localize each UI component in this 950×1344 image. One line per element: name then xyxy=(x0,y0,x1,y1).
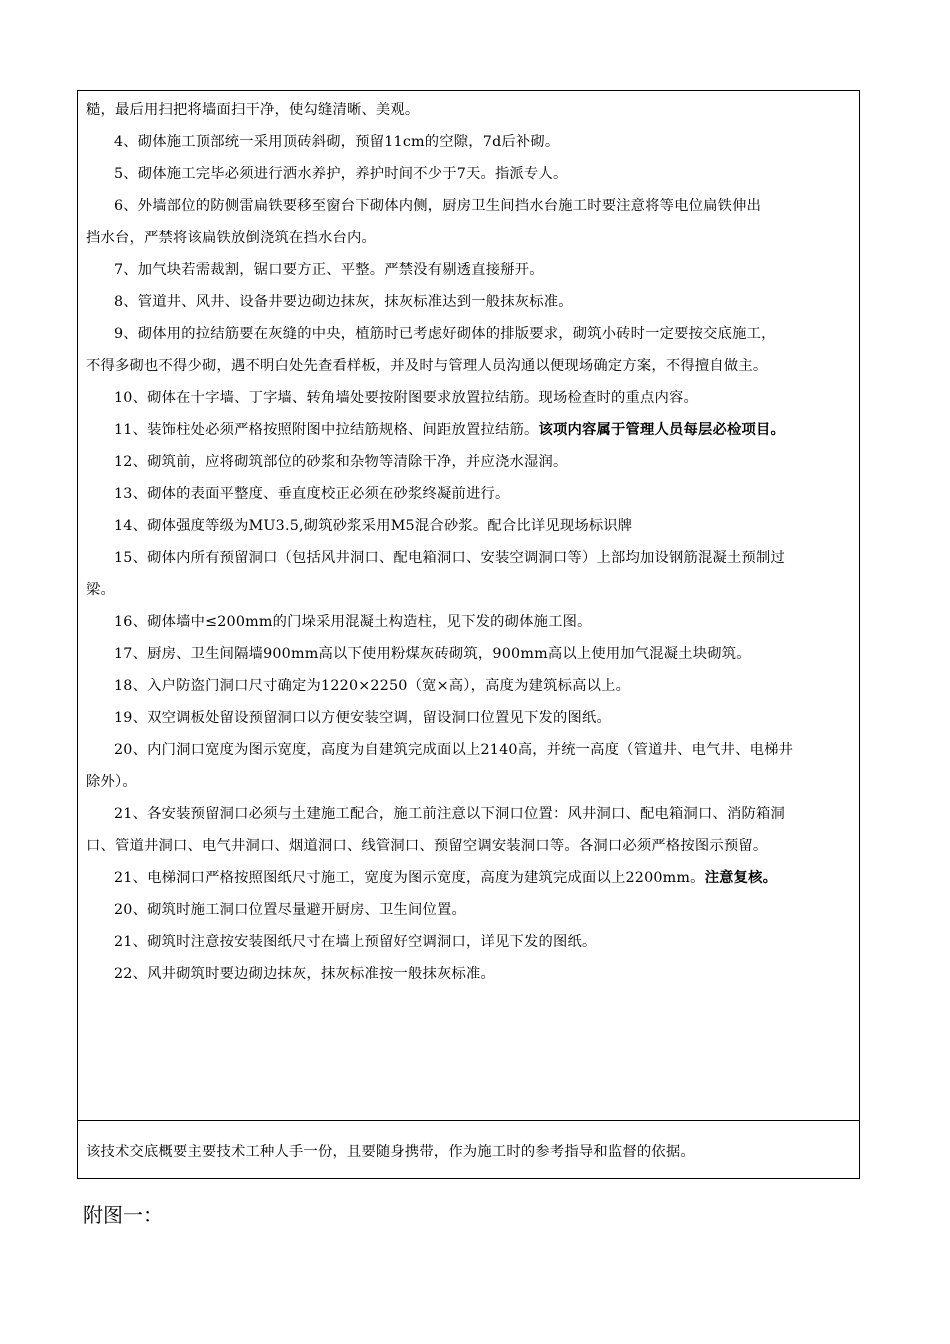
item-7: 7、加气块若需裁割，锯口要方正、平整。严禁没有剔透直接掰开。 xyxy=(114,262,544,278)
footer-note: 该技术交底概要主要技术工种人手一份，且要随身携带，作为施工时的参考指导和监督的依据。 xyxy=(86,1144,695,1160)
item-18: 18、入户防盗门洞口尺寸确定为1220×2250（宽×高），高度为建筑标高以上。 xyxy=(114,678,631,694)
item-8: 8、管道井、风井、设备井要边砌边抹灰，抹灰标准达到一般抹灰标准。 xyxy=(114,294,573,310)
item-10: 10、砌体在十字墙、丁字墙、转角墙处要按附图要求放置拉结筋。现场检查时的重点内容。 xyxy=(114,390,698,406)
item-15-cont: 梁。 xyxy=(86,582,115,598)
item-21b-emphasis: 注意复核。 xyxy=(704,870,778,886)
item-17: 17、厨房、卫生间隔墙900mm高以下使用粉煤灰砖砌筑，900mm高以上使用加气混凝土块砌筑。 xyxy=(114,646,751,662)
item-21a: 21、各安装预留洞口必须与土建施工配合，施工前注意以下洞口位置：风井洞口、配电箱洞口、消防箱洞 xyxy=(114,806,785,822)
item-6: 6、外墙部位的防侧雷扁铁要移至窗台下砌体内侧，厨房卫生间挡水台施工时要注意将等电位扁铁伸出 xyxy=(114,198,762,214)
content-table-border xyxy=(77,90,860,1179)
table-row-divider xyxy=(77,1120,860,1121)
item-20b: 20、砌筑时施工洞口位置尽量避开厨房、卫生间位置。 xyxy=(114,902,467,918)
item-20: 20、内门洞口宽度为图示宽度，高度为自建筑完成面以上2140高，并统一高度（管道井、电气井、电梯井 xyxy=(114,742,794,758)
item-14: 14、砌体强度等级为MU3.5,砌筑砂浆采用M5混合砂浆。配合比详见现场标识牌 xyxy=(114,518,633,534)
item-16: 16、砌体墙中≤200mm的门垛采用混凝土构造柱，见下发的砌体施工图。 xyxy=(114,614,592,630)
item-21c: 21、砌筑时注意按安装图纸尺寸在墙上预留好空调洞口，详见下发的图纸。 xyxy=(114,934,597,950)
item-11-text: 11、装饰柱处必须严格按照附图中拉结筋规格、间距放置拉结筋。 xyxy=(114,422,539,438)
item-20-cont: 除外）。 xyxy=(86,774,137,790)
item-11 xyxy=(114,420,785,440)
item-9: 9、砌体用的拉结筋要在灰缝的中央，植筋时已考虑好砌体的排版要求，砌筑小砖时一定要按交底施工， xyxy=(114,326,776,342)
item-5: 5、砌体施工完毕必须进行洒水养护，养护时间不少于7天。指派专人。 xyxy=(114,166,568,182)
item-21b-text: 21、电梯洞口严格按照图纸尺寸施工，宽度为图示宽度，高度为建筑完成面以上2200mm。 xyxy=(114,870,705,886)
item-15: 15、砌体内所有预留洞口（包括风井洞口、配电箱洞口、安装空调洞口等）上部均加设钢筋混凝土预制过 xyxy=(114,550,785,566)
item-19: 19、双空调板处留设预留洞口以方便安装空调，留设洞口位置见下发的图纸。 xyxy=(114,710,611,726)
item-21b xyxy=(114,868,777,888)
item-9-cont: 不得多砌也不得少砌，遇不明白处先查看样板，并及时与管理人员沟通以便现场确定方案，不得擅自做主。 xyxy=(86,358,768,374)
item-21a-cont: 口、管道井洞口、电气井洞口、烟道洞口、线管洞口、预留空调安装洞口等。各洞口必须严格按图示预留。 xyxy=(86,838,768,854)
item-12: 12、砌筑前，应将砌筑部位的砂浆和杂物等清除干净，并应浇水湿润。 xyxy=(114,454,568,470)
item-22: 22、风井砌筑时要边砌边抹灰，抹灰标准按一般抹灰标准。 xyxy=(114,966,496,982)
item-11-emphasis: 该项内容属于管理人员每层必检项目。 xyxy=(538,422,785,438)
figure-title: 附图一： xyxy=(83,1203,163,1227)
text-line: 糙，最后用扫把将墙面扫干净，使勾缝清晰、美观。 xyxy=(86,102,420,118)
item-6-cont: 挡水台，严禁将该扁铁放倒浇筑在挡水台内。 xyxy=(86,230,376,246)
item-4: 4、砌体施工顶部统一采用顶砖斜砌，预留11cm的空隙，7d后补砌。 xyxy=(114,134,560,150)
item-13: 13、砌体的表面平整度、垂直度校正必须在砂浆终凝前进行。 xyxy=(114,486,510,502)
